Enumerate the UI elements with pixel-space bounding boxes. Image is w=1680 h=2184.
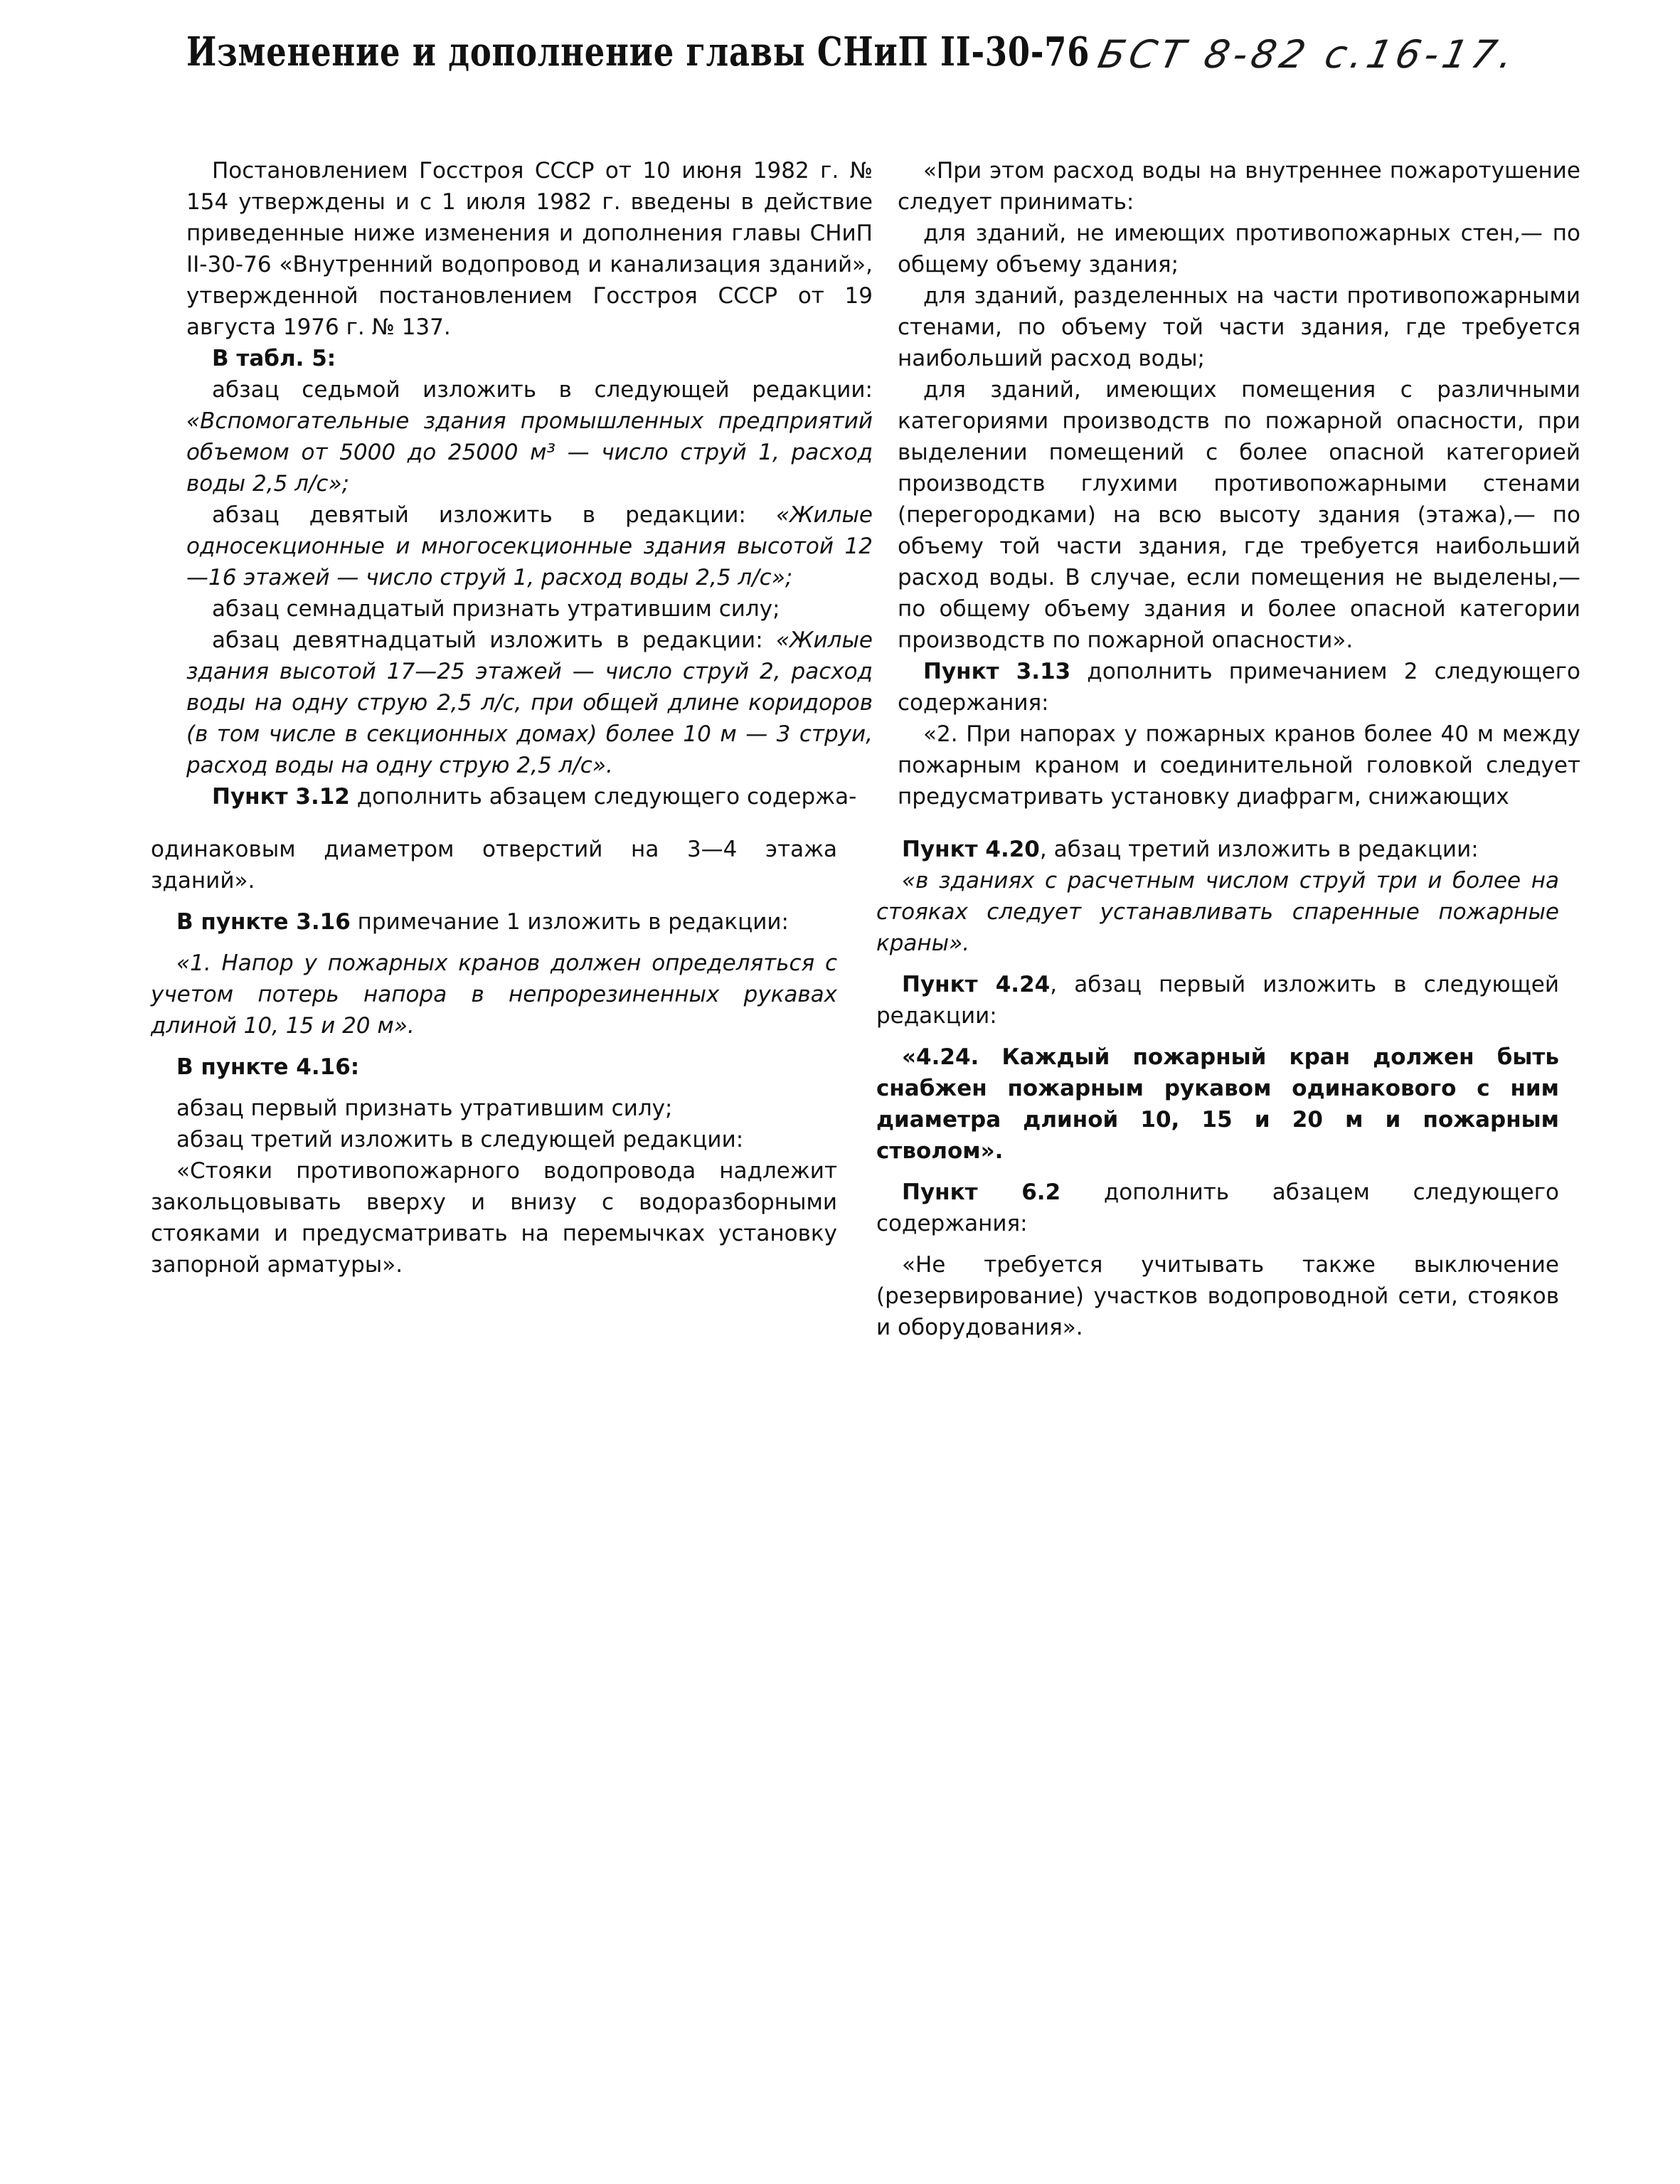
paragraph-table5-item7 [186,374,873,499]
paragraph-continuation: одинаковым диаметром отверстий на 3—4 этажа зданий». [151,837,837,894]
text-plain: , абзац третий изложить в редакции: [1039,837,1479,862]
paragraph-table5-item19 [186,625,873,781]
paragraph-4-16-item1: абзац первый признать утратившим силу; [176,1096,673,1121]
paragraph-clause-3-13 [898,656,1580,719]
paragraph-note-2: «2. При напорах у пожарных кранов более 40 м между пожарным краном и соединительной головкой следует предусматривать установку диафрагм, снижающих [898,721,1580,810]
text-quote: «Жилые односекционные и многосекционные здания высотой 12—16 этажей — число струй 1, расход воды 2,5 л/с»; [186,502,873,590]
text-plain: абзац девятый изложить в редакции: [212,502,776,528]
paragraph-clause-6-2 [876,1177,1559,1239]
column-bottom-right [876,834,1559,1343]
text-quote: «Жилые здания высотой 17—25 этажей — число струй 2, расход воды на одну струю 2,5 л/с, при общей длине коридоров (в том числе в секционных домах) более 10 м — 3 струи, расход воды на одну струю 2,5 л/с». [186,627,873,778]
paragraph-resolution: Постановлением Госстроя СССР от 10 июня 1982 г. № 154 утверждены и с 1 июля 1982 г. введены в действие приведенные ниже изменения и дополнения главы СНиП II-30-76 «Внутренний водопровод и канализация зданий», утвержденной постановлением Госстроя СССР от 19 августа 1976 г. № 137. [186,158,873,340]
paragraph-no-firewalls: для зданий, не имеющих противопожарных стен,— по общему объему здания; [898,221,1580,277]
paragraph-table5-item9 [186,499,873,593]
clause-label: Пункт 4.20 [902,837,1040,862]
paragraph-water-flow-intro: «При этом расход воды на внутреннее пожаротушение следует принимать: [898,158,1580,215]
clause-label: Пункт 4.24 [902,972,1051,997]
text-plain: дополнить абзацем следующего содержа- [349,784,857,810]
clause-label: Пункт 3.13 [923,659,1071,684]
text-plain: дополнить абзацем следующего содержания: [876,1180,1559,1236]
text-plain: абзац седьмой изложить в следующей редакции: [212,377,873,403]
text-plain: дополнить примечанием 2 следующего содержания: [898,659,1580,716]
text-plain: примечание 1 изложить в редакции: [350,909,789,935]
paragraph-paired-hydrants: «в зданиях с расчетным числом струй три и более на стояках следует устанавливать спаренные пожарные краны». [876,868,1559,956]
paragraph-table5-heading: В табл. 5: [212,346,336,371]
column-bottom-left [151,834,837,1281]
paragraph-4-16-item3: абзац третий изложить в следующей редакции: [176,1127,744,1152]
clause-label: Пункт 6.2 [902,1180,1061,1205]
paragraph-clause-4-16-heading: В пункте 4.16: [176,1054,360,1080]
paragraph-fire-categories: для зданий, имеющих помещения с различными категориями производств по пожарной опасности, при выделении помещений с более опасной категорией производств глухими противопожарными стенами (перегородками) на всю высоту здания (этажа),— по объему той части здания, где требуется наибольший расход воды. В случае, если помещения не выделены,— по общему объему здания и более опасной категории производств по пожарной опасности». [898,377,1580,653]
paragraph-note-1: «1. Напор у пожарных кранов должен определяться с учетом потерь напора в непрорезиненных рукавах длиной 10, 15 и 20 м». [151,950,837,1039]
text-quote: «Вспомогательные здания промышленных предприятий объемом от 5000 до 25000 м³ — число струй 1, расход воды 2,5 л/с»; [186,408,873,497]
paragraph-clause-4-24 [876,969,1559,1032]
paragraph-clause-3-12 [186,781,873,812]
column-top-left [186,155,873,812]
text-plain: , абзац первый изложить в следующей редакции: [876,972,1560,1029]
paragraph-table5-item17: абзац семнадцатый признать утратившим силу; [212,596,780,622]
clause-label: Пункт 3.12 [212,784,350,810]
paragraph-clause-3-16 [151,906,837,938]
paragraph-risers-quote: «Стояки противопожарного водопровода надлежит закольцовывать вверху и внизу с водоразборными стояками и предусматривать на перемычках установку запорной арматуры». [151,1158,837,1278]
column-top-right [898,155,1580,812]
paragraph-divided-buildings: для зданий, разделенных на части противопожарными стенами, по объему той части здания, где требуется наибольший расход воды; [898,283,1580,371]
document-title: Изменение и дополнение главы СНиП II-30-76 [186,28,1090,75]
paragraph-clause-4-20 [876,834,1559,865]
handwritten-reference-note: БСТ 8-82 с.16-17. [1094,32,1522,77]
clause-label: В пункте 3.16 [176,909,351,935]
paragraph-hose-requirement: «4.24. Каждый пожарный кран должен быть снабжен пожарным рукавом одинакового с ним диаметра длиной 10, 15 и 20 м и пожарным стволом». [876,1044,1559,1164]
text-plain: абзац девятнадцатый изложить в редакции: [212,627,776,653]
paragraph-reservation-quote: «Не требуется учитывать также выключение (резервирование) участков водопроводной сети, стояков и оборудования». [876,1252,1559,1340]
